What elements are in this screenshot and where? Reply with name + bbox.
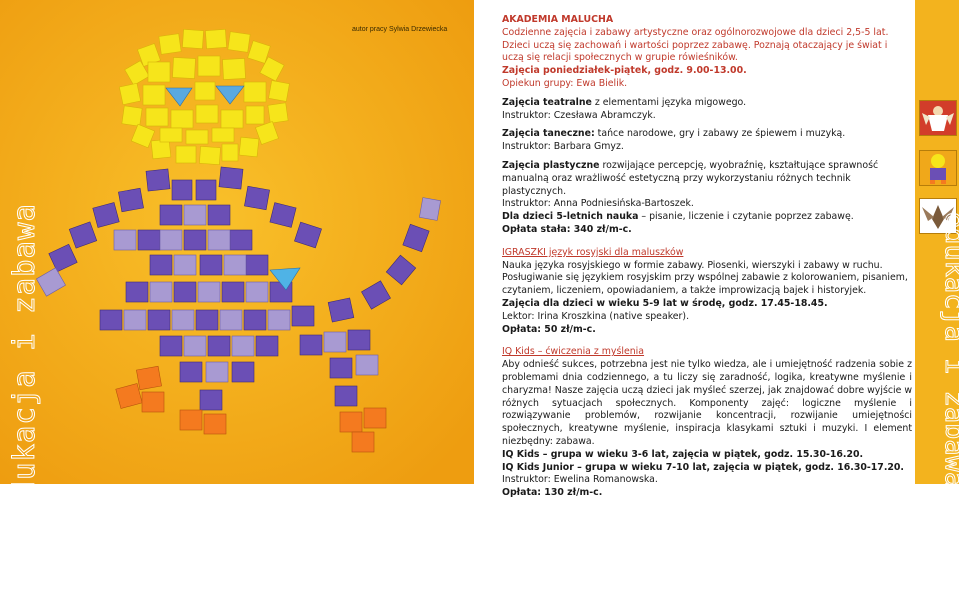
igraszki-fee: Opłata: 50 zł/m-c. (502, 323, 596, 335)
akademia-fee: Opłata stała: 340 zł/m-c. (502, 223, 632, 235)
theatre-line (502, 97, 912, 110)
dance-instructor: Instruktor: Barbara Gmyz. (502, 141, 624, 153)
theatre-instructor: Instruktor: Czesława Abramczyk. (502, 109, 656, 121)
iqkids-fee: Opłata: 130 zł/m-c. (502, 487, 603, 499)
iqkids-description: Aby odnieść sukces, potrzebna jest nie tylko wiedza, ale i umiejętność radzenia sobie z problemami dnia codziennego, a tu liczy się zaradność, logika, kreatywne myślenie i charyzma! Nasze zajęcia uczą dzieci jak myśleć szerzej, jak znajdować dobre wyjście w różnych sytuacjach społecznych. Komponenty zajęć: logiczne myślenie i rozwiązywanie problemów, rozwijanie koncentracji, rozwijanie umiejętności społecznych, kreatywne myślenie, inspiracja klasykami sztuki i muzyki. I element niezbędny: zabawa. (502, 359, 912, 447)
art-title: Zajęcia plastyczne (502, 159, 600, 171)
kids5-title: Dla dzieci 5-letnich nauka (502, 211, 639, 223)
art-line (502, 160, 912, 198)
mosaic-artwork (0, 0, 474, 517)
igraszki-description: Nauka języka rosyjskiego w formie zabawy. Piosenki, wierszyki i zabawy w ruchu. Posługiwanie się językiem rosyjskim przy wspólnej zabawie z kolorowaniem, pisaniem, czytaniem, liczeniem, opowiadaniem, a także improwizacją bajek i historyjek. (502, 259, 908, 297)
iqkids-group-1: IQ Kids – grupa w wieku 3-6 lat, zajęcia w piątek, godz. 15.30-16.20. (502, 448, 864, 460)
igraszki-lector: Lektor: Irina Kroszkina (native speaker). (502, 310, 690, 322)
art-instructor: Instruktor: Anna Podniesińska-Bartoszek. (502, 198, 694, 210)
akademia-intro: Codzienne zajęcia i zabawy artystyczne oraz ogólnorozwojowe dla dzieci 2,5-5 lat. Dzieci uczą się zachowań i wartości poprzez zabawę. Poznają otaczający je świat i uczą się relacji społecznych w grupie rówieśników. (502, 26, 889, 64)
igraszki-group: Zajęcia dla dzieci w wieku 5-9 lat w środę, godz. 17.45-18.45. (502, 297, 828, 309)
art-text: rozwijające percepcję, wyobraźnię, kształtujące sprawność manualną oraz wrażliwość estetyczną przy wykorzystaniu różnych technik plastycznych. (502, 159, 879, 197)
kids5-text: – pisanie, liczenie i czytanie poprzez zabawę. (638, 211, 854, 223)
side-label-right: edukacja i zabawa (939, 211, 970, 489)
dance-title: Zajęcia taneczne: (502, 128, 595, 140)
program-text (502, 14, 912, 500)
theatre-title: Zajęcia teatralne (502, 96, 592, 108)
mosaic-figure-illustration (0, 0, 474, 484)
iqkids-instructor: Instruktor: Ewelina Romanowska. (502, 474, 658, 486)
akademia-title: AKADEMIA MALUCHA (502, 14, 614, 25)
kids5-line (502, 211, 912, 224)
iqkids-title[interactable]: IQ Kids – ćwiczenia z myślenia (502, 346, 645, 358)
dance-text: tańce narodowe, gry i zabawy ze śpiewem i muzyką. (594, 128, 846, 140)
artwork-credit: autor pracy Sylwia Drzewiecka (352, 26, 448, 33)
theatre-text: z elementami języka migowego. (591, 96, 747, 108)
akademia-schedule: Zajęcia poniedziałek-piątek, godz. 9.00-13.00. (502, 65, 747, 77)
akademia-guardian: Opiekun grupy: Ewa Bielik. (502, 77, 628, 89)
side-label-left: edukacja i zabawa (7, 203, 41, 517)
igraszki-title[interactable]: IGRASZKI język rosyjski dla maluszków (502, 246, 684, 258)
dance-line (502, 128, 912, 141)
iqkids-group-2: IQ Kids Junior – grupa w wieku 7-10 lat, zajęcia w piątek, godz. 16.30-17.20. (502, 461, 904, 473)
